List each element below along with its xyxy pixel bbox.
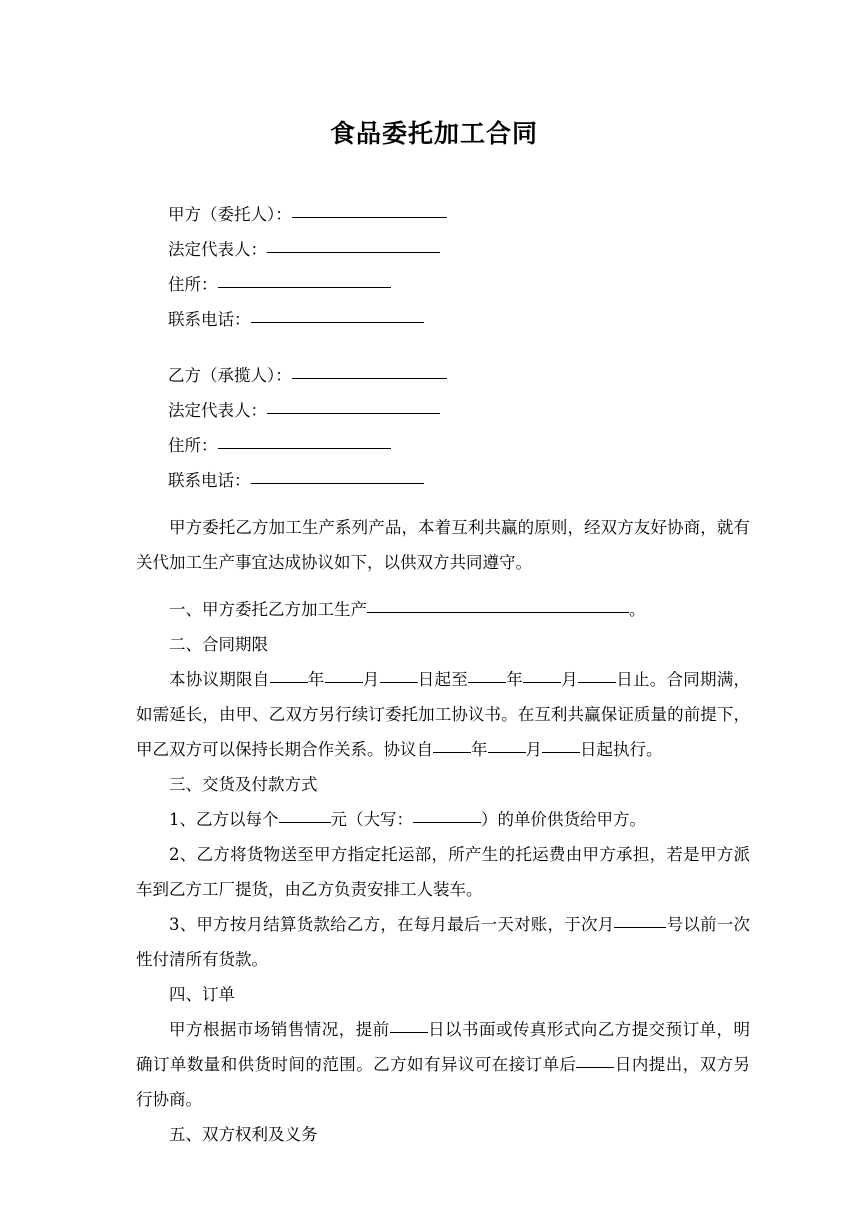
s4-text-c: 日内提出，双方另行协商。 — [136, 1054, 751, 1109]
party-b-legal-rep-blank[interactable] — [267, 413, 440, 414]
party-b-name-line — [136, 358, 750, 393]
s2-end-year-blank[interactable] — [468, 682, 506, 683]
s3-unit-price-blank[interactable] — [279, 822, 331, 823]
s2-start-year-blank[interactable] — [270, 682, 308, 683]
section-4-paragraph — [136, 1012, 750, 1117]
party-a-name-label: 甲方（委托人）： — [168, 204, 292, 224]
s2-exec-month-blank[interactable] — [488, 752, 526, 753]
s2-text-c: 月 — [362, 669, 380, 689]
preamble-spacer — [136, 498, 750, 510]
section-3-item-2: 2、乙方将货物送至甲方指定托运部，所产生的托运费由甲方承担，若是甲方派车到乙方工厂提货，由乙方负责安排工人装车。 — [136, 844, 750, 899]
s4-text-b: 日以书面或传真形式向乙方提交预订单，明确订单数量和供货时间的范围。乙方如有异议可在接订单后 — [136, 1019, 750, 1074]
s2-text-g: 日止。合同期满，如需延长，由甲、乙双方另行续订委托加工协议书。在互利共赢保证质量的前提下，甲乙双方可以保持长期合作关系。协议自 — [136, 669, 750, 759]
party-b-address-label: 住所： — [168, 435, 218, 455]
s2-text-h: 年 — [471, 739, 488, 759]
section-2-paragraph — [136, 662, 750, 767]
section-3-item-3 — [136, 907, 750, 977]
section-1-spacer — [136, 580, 750, 592]
party-a-legal-rep-label: 法定代表人： — [168, 239, 267, 259]
party-a-phone-blank[interactable] — [251, 322, 424, 323]
party-b-legal-rep-line — [136, 393, 750, 428]
party-a-legal-rep-blank[interactable] — [267, 252, 440, 253]
party-a-address-line — [136, 267, 750, 302]
page-title: 食品委托加工合同 — [329, 119, 538, 148]
s3-i1-text-a: 1、乙方以每个 — [169, 809, 279, 829]
party-a-address-blank[interactable] — [218, 287, 391, 288]
s4-objection-days-blank[interactable] — [576, 1067, 614, 1068]
s2-end-day-blank[interactable] — [578, 682, 616, 683]
party-a-name-blank[interactable] — [292, 217, 447, 218]
party-b-name-label: 乙方（承揽人）： — [168, 365, 292, 385]
section-1-suffix: 。 — [629, 599, 646, 619]
party-separator — [136, 337, 750, 358]
party-a-phone-label: 联系电话： — [168, 309, 251, 329]
s2-text-d: 日起至 — [417, 669, 468, 689]
party-a-address-label: 住所： — [168, 274, 218, 294]
s3-settlement-day-blank[interactable] — [614, 927, 666, 928]
s2-text-j: 日起执行。 — [580, 739, 663, 759]
s2-text-e: 年 — [506, 669, 523, 689]
s2-exec-day-blank[interactable] — [542, 752, 580, 753]
party-a-block — [136, 197, 750, 337]
party-b-address-blank[interactable] — [218, 448, 391, 449]
party-b-phone-blank[interactable] — [251, 483, 424, 484]
s3-i1-text-b: 元（大写： — [330, 809, 413, 829]
section-1-line — [136, 592, 750, 627]
section-1-prefix: 一、甲方委托乙方加工生产 — [169, 599, 367, 619]
section-4-heading: 四、订单 — [169, 984, 235, 1004]
s3-i3-text-b: 号以前一次性付清所有货款。 — [136, 914, 750, 969]
section-3-item-1 — [136, 802, 750, 837]
party-b-address-line — [136, 428, 750, 463]
s2-start-month-blank[interactable] — [325, 682, 363, 683]
preamble-paragraph: 甲方委托乙方加工生产系列产品，本着互利共赢的原则，经双方友好协商，就有关代加工生产事宜达成协议如下，以供双方共同遵守。 — [136, 517, 750, 572]
party-b-legal-rep-label: 法定代表人： — [168, 400, 267, 420]
s3-i3-text-a: 3、甲方按月结算货款给乙方，在每月最后一天对账，于次月 — [169, 914, 615, 934]
s2-text-f: 月 — [561, 669, 578, 689]
section-5-heading: 五、双方权利及义务 — [169, 1124, 318, 1144]
party-b-name-blank[interactable] — [292, 378, 447, 379]
s2-text-b: 年 — [307, 669, 325, 689]
s2-text-a: 本协议期限自 — [169, 669, 270, 689]
s4-text-a: 甲方根据市场销售情况，提前 — [169, 1019, 390, 1039]
section-1-blank[interactable] — [367, 612, 629, 613]
s2-end-month-blank[interactable] — [523, 682, 561, 683]
s2-start-day-blank[interactable] — [380, 682, 418, 683]
section-2-heading: 二、合同期限 — [169, 634, 268, 654]
section-3-heading: 三、交货及付款方式 — [169, 774, 318, 794]
s3-price-words-blank[interactable] — [413, 822, 481, 823]
party-a-phone-line — [136, 302, 750, 337]
party-a-legal-rep-line — [136, 232, 750, 267]
party-a-name-line — [136, 197, 750, 232]
s3-i1-text-c: ）的单价供货给甲方。 — [481, 809, 646, 829]
s4-advance-days-blank[interactable] — [390, 1032, 428, 1033]
party-b-block — [136, 358, 750, 498]
s2-text-i: 月 — [525, 739, 542, 759]
document-body — [0, 197, 868, 1152]
party-b-phone-line — [136, 463, 750, 498]
s2-exec-year-blank[interactable] — [433, 752, 471, 753]
party-b-phone-label: 联系电话： — [168, 470, 251, 490]
